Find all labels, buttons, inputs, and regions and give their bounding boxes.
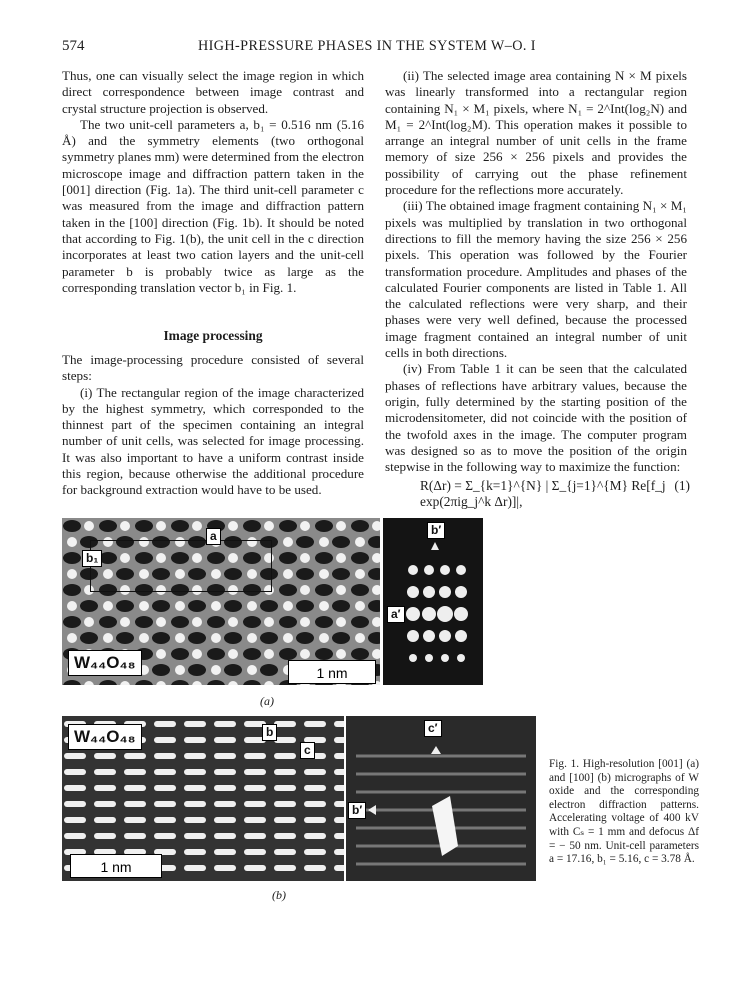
paragraph: The image-processing procedure consisted of several steps: — [62, 352, 364, 384]
running-title: HIGH-PRESSURE PHASES IN THE SYSTEM W–O. I — [198, 38, 536, 54]
scale-bar-label: 1 nm — [316, 665, 348, 681]
equation-number: (1) — [674, 478, 690, 493]
equation-1 — [420, 478, 690, 510]
label-b1: b₁ — [82, 550, 102, 567]
formula-label: W₄₄O₄₈ — [68, 724, 142, 750]
paragraph: Thus, one can visually select the image region in which direct correspondence between image contrast and crystal structure projection is observed. — [62, 68, 364, 116]
left-column — [62, 68, 364, 296]
paragraph: The two unit-cell parameters a, b₁ = 0.516 nm (5.16 Å) and the symmetry elements (two orthogonal symmetry planes mm) were determined from the electron microscope image and diffraction pattern taken in the [001] direction (Fig. 1a). The third unit-cell parameter c was measured from the image and diffraction pattern taken in the [100] direction (Fig. 1b). It should be noted that according to Fig. 1(b), the unit cell in the c direction incorporates at least two cation layers and the unit-cell parameter b is probably twice as large as the corresponding translation vector b₁ in Fig. 1. — [62, 116, 364, 295]
diffraction-pattern-b — [346, 716, 536, 881]
paragraph: (ii) The selected image area containing N × M pixels was linearly transformed into a rectangular region containing N₁ × M₁ pixels, where N₁ = 2^Int(log₂N) and M₁ = 2^Int(log₂M). This operation makes it possible to arrange an integral number of unit cells in the frame memory of size 256 × 256 pixels and provides the possibility of carrying out the phase refinement procedure for the reflections more accurately. — [385, 68, 687, 198]
label-b-prime: b′ — [427, 522, 445, 539]
equation-body: Σ_{k=1}^{N} | Σ_{j=1}^{M} Re[f_j exp(2πig_j^k Δr)]|, — [420, 478, 666, 509]
equation-lhs: R(Δr) = — [420, 478, 462, 493]
paragraph: (i) The rectangular region of the image characterized by the highest symmetry, which corresponded to the thinnest part of the specimen containing an integral number of unit cells, was selected for image processing. It was also important to have a uniform contrast inside this region, because otherwise the additional procedure for background extraction would have to be used. — [62, 384, 364, 498]
sublabel-b: (b) — [272, 888, 286, 902]
left-column-continued — [62, 352, 364, 499]
label-a: a — [206, 528, 221, 545]
section-heading: Image processing — [163, 328, 263, 343]
hrtem-image-a — [62, 518, 380, 685]
label-a-prime: a′ — [387, 606, 405, 623]
label-c-prime: c′ — [424, 720, 442, 737]
diffraction-streaks-b — [346, 716, 536, 881]
formula-label: W₄₄O₄₈ — [68, 650, 142, 676]
scale-bar — [288, 660, 376, 684]
unit-cell-outline — [90, 540, 272, 592]
paragraph: (iii) The obtained image fragment containing N₁ × M₁ pixels was multiplied by translation in two orthogonal directions to fill the memory having the size 256 × 256 pixels. This operation was followed by the Fourier transformation procedure. Amplitudes and phases of the calculated Fourier components are listed in Table 1. All the calculated reflections were very sharp, and their phases were very well defined, because the processed image fragment contained an integral number of unit cells in both directions. — [385, 198, 687, 361]
hrtem-image-b — [62, 716, 344, 881]
paragraph: (iv) From Table 1 it can be seen that the calculated phases of reflections have arbitrary values, because the origin, fully determined by the starting position of the microdensitometer, did not coincide with the position of the twofold axes in the image. The computer program was designed so as to move the position of the origin stepwise in the following way to maximize the function: — [385, 361, 687, 475]
diffraction-pattern-a — [383, 518, 483, 685]
right-column — [385, 68, 687, 475]
diffraction-spots-a — [383, 518, 483, 685]
page-number: 574 — [62, 38, 85, 54]
label-b-prime: b′ — [348, 802, 366, 819]
scale-bar-label: 1 nm — [100, 859, 132, 875]
label-b: b — [262, 724, 277, 741]
figure-caption: Fig. 1. High-resolution [001] (a) and [100] (b) micrographs of W oxide and the corresponding electron diffraction patterns. Accelerating voltage of 400 kV with Cₛ = 1 mm and defocus Δf = − 50 nm. Unit-cell parameters a = 17.16, b₁ = 5.16, c = 3.78 Å. — [549, 758, 699, 866]
scale-bar — [70, 854, 162, 878]
sublabel-a: (a) — [260, 694, 274, 708]
label-c: c — [300, 742, 315, 759]
